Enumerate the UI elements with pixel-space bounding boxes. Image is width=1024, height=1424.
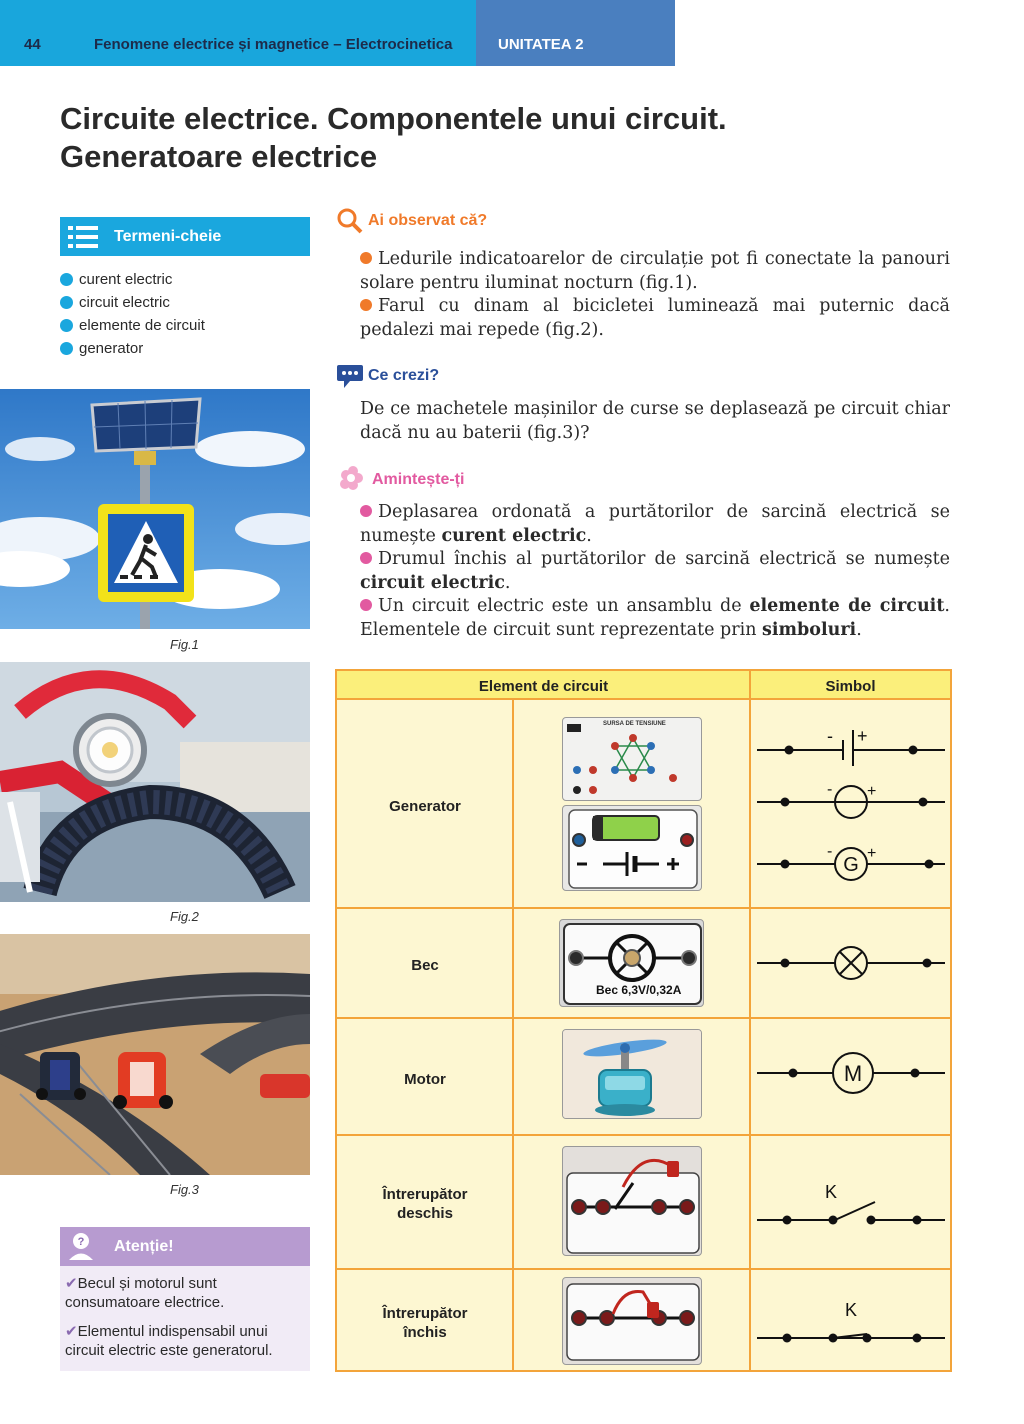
flower-icon — [336, 465, 368, 495]
table-header-symbol: Simbol — [825, 678, 876, 695]
row-label-switch-open: Întrerupător deschis — [382, 1186, 468, 1222]
remember-heading-text: Amintește-ți — [372, 471, 465, 488]
row-divider — [337, 1134, 950, 1136]
magnifier-icon — [336, 207, 364, 235]
bullet-icon — [60, 319, 73, 332]
lamp-symbol — [751, 941, 950, 985]
key-terms-heading: Termeni-cheie — [114, 228, 222, 245]
term-text: elemente de circuit — [79, 317, 205, 334]
generator-symbol — [751, 840, 950, 886]
column-divider — [749, 671, 751, 1370]
row-label-generator: Generator — [389, 798, 461, 815]
battery-board-photo — [562, 805, 702, 891]
row-label-bulb: Bec — [411, 957, 439, 974]
open-switch-symbol — [751, 1176, 950, 1236]
bullet-icon — [60, 296, 73, 309]
chapter-title — [94, 36, 453, 53]
figure-1-caption: Fig.1 — [170, 637, 199, 652]
closed-switch-photo — [562, 1277, 702, 1365]
unit-bar — [476, 0, 675, 66]
observed-text — [336, 248, 950, 342]
open-switch-photo — [562, 1146, 702, 1256]
figure-3-caption: Fig.3 — [170, 1182, 199, 1197]
page-number: 44 — [24, 36, 41, 53]
row-label-motor: Motor — [404, 1071, 446, 1088]
minus-sign: - — [827, 843, 833, 860]
think-p1: De ce machetele mașinilor de curse se deplasează pe circuit chiar dacă nu au baterii (fig.3)? — [360, 399, 950, 443]
bullet-icon — [60, 273, 73, 286]
remember-paragraph-1 — [336, 501, 950, 548]
figure-2-bicycle — [0, 662, 310, 902]
motor-photo — [562, 1029, 702, 1119]
remember-p3-c: . Elementele de circuit sunt reprezentate prin — [360, 596, 950, 640]
observed-paragraph-2 — [336, 295, 950, 342]
remember-p1-a: Deplasarea ordonată a purtătorilor de sarcină electrică se numește — [360, 502, 950, 546]
chapter-text: Fenomene electrice și magnetice – Electrocinetica — [94, 36, 453, 53]
remember-p1-c: . — [586, 525, 592, 546]
bulb-board-label: Bec 6,3V/0,32A — [596, 983, 682, 997]
switch-letter: K — [825, 1182, 838, 1202]
remember-p3-a: Un circuit electric este un ansamblu de — [378, 596, 750, 616]
check-icon: ✔ — [65, 1275, 78, 1292]
think-heading — [336, 363, 439, 389]
table-header-element: Element de circuit — [478, 678, 609, 695]
closed-switch-symbol — [751, 1296, 950, 1352]
circuit-elements-table — [335, 669, 952, 1372]
motor-letter: M — [843, 1061, 863, 1086]
list-item — [60, 291, 205, 314]
list-icon — [68, 225, 98, 249]
observed-heading-text: Ai observat că? — [368, 212, 488, 229]
page-title — [60, 100, 860, 176]
think-text — [336, 398, 950, 445]
bullet-icon — [360, 252, 372, 264]
key-terms-header — [60, 217, 310, 256]
row-label-switch-closed: Întrerupător închis — [382, 1305, 468, 1341]
observed-p2: Farul cu dinam al bicicletei luminează mai puternic dacă pedalezi mai repede (fig.2). — [360, 296, 950, 340]
bulb-board-photo — [559, 919, 704, 1007]
observed-paragraph-1 — [336, 248, 950, 295]
plus-sign: + — [867, 783, 877, 800]
plus-sign: + — [867, 845, 877, 862]
remember-p3-bold: elemente de circuit — [749, 596, 945, 616]
speech-bubble-icon — [336, 363, 364, 389]
svg-text:?: ? — [77, 1236, 85, 1248]
unit-label: UNITATEA 2 — [498, 36, 584, 53]
observed-p1: Ledurile indicatoarelor de circulație pot fi conectate la panouri solare pentru iluminat nocturn (fig.1). — [360, 249, 950, 293]
motor-symbol — [751, 1051, 950, 1095]
term-text: generator — [79, 340, 144, 357]
attention-text-2: Elementul indispensabil unui circuit electric este generatorul. — [65, 1323, 273, 1359]
minus-sign: - — [827, 781, 833, 798]
think-heading-text: Ce crezi? — [368, 367, 440, 384]
remember-p2-bold: circuit electric — [360, 572, 505, 593]
row-divider — [337, 1017, 950, 1019]
plus-sign: + — [857, 726, 868, 746]
remember-p3-bold-2: simboluri — [762, 619, 857, 640]
remember-paragraph-3 — [336, 595, 950, 642]
attention-heading: Atenție! — [114, 1238, 174, 1255]
power-supply-photo — [562, 717, 702, 801]
remember-p2-a: Drumul închis al purtătorilor de sarcină electrică se numește — [378, 549, 950, 569]
key-terms-list — [60, 268, 205, 360]
title-line-2: Generatoare electrice — [60, 139, 378, 174]
list-item — [60, 314, 205, 337]
title-line-1: Circuite electrice. Componentele unui circuit. — [60, 101, 727, 136]
list-item — [60, 337, 205, 360]
header-bar — [0, 0, 476, 66]
remember-p1-bold: curent electric — [441, 525, 587, 546]
term-text: curent electric — [79, 271, 173, 288]
attention-text-1: Becul și motorul sunt consumatoare electrice. — [65, 1275, 225, 1311]
remember-p2-c: . — [504, 572, 511, 593]
check-icon: ✔ — [65, 1323, 78, 1340]
power-supply-label: SURSA DE TENSIUNE — [603, 721, 666, 727]
list-item — [60, 268, 205, 291]
question-person-icon — [66, 1231, 96, 1261]
remember-p3-e: . — [856, 619, 862, 640]
attention-item — [65, 1274, 304, 1312]
battery-symbol — [751, 726, 950, 766]
bullet-icon — [360, 552, 372, 564]
minus-sign: - — [827, 726, 833, 746]
figure-2-caption: Fig.2 — [170, 909, 199, 924]
term-text: circuit electric — [79, 294, 170, 311]
observed-heading — [336, 207, 487, 235]
attention-item — [65, 1322, 304, 1360]
row-divider — [337, 1268, 950, 1270]
bullet-icon — [360, 505, 372, 517]
attention-body — [60, 1266, 310, 1371]
remember-paragraph-2 — [336, 548, 950, 595]
switch-letter: K — [845, 1300, 858, 1320]
figure-1-solar-sign — [0, 389, 310, 629]
remember-heading — [336, 465, 464, 495]
bullet-icon — [360, 599, 372, 611]
bullet-icon — [60, 342, 73, 355]
remember-text — [336, 501, 950, 642]
generator-letter: G — [843, 854, 859, 876]
figure-3-race-track — [0, 934, 310, 1175]
attention-header — [60, 1227, 310, 1266]
bullet-icon — [360, 299, 372, 311]
dc-source-symbol — [751, 778, 950, 824]
row-divider — [337, 907, 950, 909]
